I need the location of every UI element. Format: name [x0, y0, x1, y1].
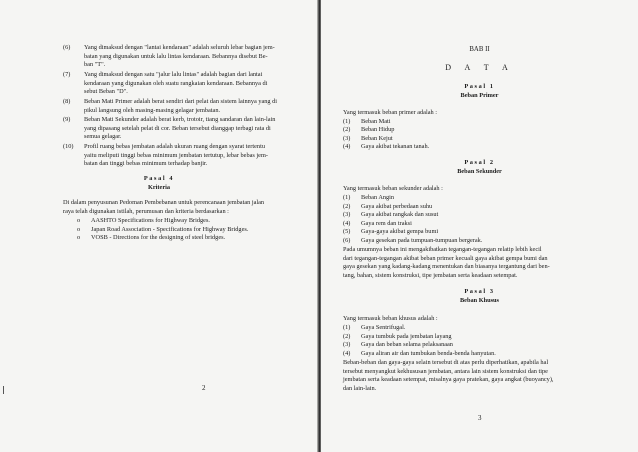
pasal-1-title: Beban Primer	[460, 92, 499, 99]
page-number-left: 2	[202, 384, 206, 392]
def-10-line-1: Profil ruang bebas jembatan adalah ukuran ruang dengan syarat tertentu	[84, 143, 265, 150]
def-10-line-2: yaitu meliputi tinggi bebas minimum jembatan tertutup, lebar bebas jem-	[84, 151, 268, 159]
reference-vosb: VOSB - Directions for the designing of steel bridges.	[91, 234, 226, 242]
reference-aashto: AASHTO Specifications for Highway Bridges.	[91, 217, 210, 224]
chapter-title: D A T A	[445, 63, 514, 72]
sekunder-para-line: Pada umumnya beban ini mengakibatkan tegangan-tegangan relatip lebih kecil	[343, 246, 542, 253]
primer-item-num: (2)	[343, 126, 351, 134]
sekunder-para-line: gaya gesekan yang kadang-kadang menentukan dan biasanya tergantung dari ben-	[343, 263, 550, 271]
khusus-item-num: (4)	[343, 349, 351, 357]
pasal-4-title: Kriteria	[147, 184, 171, 191]
kriteria-intro-line-1: Di dalam penyusunan Pedoman Pembebanan untuk perencanaan jembatan jalan	[63, 199, 265, 206]
bullet-marker: o	[77, 225, 81, 233]
def-10-line-3: batan dan tinggi bebas minimum terhadap banjir.	[84, 160, 208, 168]
margin-mark	[3, 386, 4, 394]
khusus-item-text: Gaya Sentrifugal.	[361, 324, 406, 331]
khusus-para-line: tersebut menyangkut kekhususan jembatan, antara lain sistem konstruksi dan tipe	[343, 367, 548, 375]
right-page	[321, 0, 638, 452]
sekunder-intro: Yang termasuk beban sekunder adalah :	[343, 185, 443, 192]
sekunder-para-line: tang, bahan, sistem konstruksi, tipe jembatan serta keadaan setempat.	[343, 271, 518, 279]
def-6-line-3: ban "T".	[84, 61, 106, 69]
reference-japan-road: Japan Road Association - Specifications for Highway Bridges.	[91, 225, 249, 233]
khusus-item-text: Gaya dan beban selama pelaksanaan	[361, 341, 453, 349]
primer-item-text: Beban Hidup	[361, 126, 395, 134]
def-9-line-2: yang dipasang setelah pelat di cor. Beban tersebut dianggap terbagi rata di	[84, 124, 271, 132]
kriteria-intro-line-2: raya telah digunakan istilah, perumusan dan kriteria berdasarkan :	[63, 207, 229, 215]
pasal-2-label: Pasal 2	[464, 159, 495, 166]
primer-intro: Yang termasuk beban primer adalah :	[343, 109, 437, 116]
left-page	[0, 0, 318, 452]
def-6-line-2: batan yang digunakan untuk lalu lintas kendaraan. Bebannya disebut Be-	[84, 52, 268, 60]
primer-item-text: Beban Kejut	[361, 134, 393, 142]
def-num-6: (6)	[63, 44, 71, 51]
def-num-10: (10)	[63, 143, 74, 150]
def-6-line-1: Yang dimaksud dengan "lantai kendaraan" adalah seluruh lebar bagian jem-	[84, 44, 275, 51]
def-8-line-1: Beban Mati Primer adalah berat sendiri dari pelat dan sistem lainnya yang di	[84, 98, 278, 105]
def-8-line-2: pikul langsung oleh masing-masing gelagar jembatan.	[84, 106, 221, 114]
sekunder-item-text: Gaya rem dan traksi	[361, 219, 412, 227]
khusus-item-text: Gaya aliran air dan tumbukan benda-benda hanyutan.	[361, 349, 496, 357]
khusus-item-text: Gaya tumbuk pada jembatan layang	[361, 332, 452, 340]
def-7-line-2: kendaraan yang digunakan oleh suatu rangkaian kendaraan. Bebannya di	[84, 79, 268, 87]
khusus-item-num: (1)	[343, 324, 351, 331]
sekunder-item-text: Gaya gesekan pada tumpuan-tumpuan bergerak.	[361, 237, 483, 244]
khusus-item-num: (3)	[343, 341, 351, 349]
sekunder-item-text: Beban Angin	[361, 194, 395, 201]
sekunder-item-num: (4)	[343, 219, 351, 227]
bullet-marker: o	[77, 217, 81, 224]
pasal-1-label: Pasal 1	[464, 83, 495, 90]
khusus-item-num: (2)	[343, 332, 351, 340]
bullet-marker: o	[77, 234, 81, 242]
def-7-line-1: Yang dimaksud dengan satu "jalur lalu lintas" adalah bagian dari lantai	[84, 71, 263, 78]
primer-item-num: (4)	[343, 143, 351, 151]
pasal-3-label: Pasal 3	[464, 288, 495, 295]
pasal-4-label: Pasal 4	[143, 175, 175, 182]
sekunder-item-text: Gaya akibat rangkak dan susut	[361, 211, 439, 219]
def-num-7: (7)	[63, 71, 71, 78]
sekunder-item-num: (3)	[343, 211, 351, 219]
sekunder-para-line: dari tegangan-tegangan akibat beban primer kecuali gaya akibat gempa bumi dan	[343, 254, 548, 262]
khusus-para-line: Beban-beban dan gaya-gaya selain tersebut di atas perlu diperhatikan, apabila hal	[343, 359, 549, 366]
chapter-heading: BAB II	[469, 46, 490, 53]
primer-item-num: (1)	[343, 117, 351, 125]
primer-item-num: (3)	[343, 134, 351, 142]
khusus-para-line: dan lain-lain.	[343, 384, 377, 392]
sekunder-item-num: (5)	[343, 228, 351, 236]
def-7-line-3: sebut Beban "D".	[84, 88, 128, 96]
khusus-intro: Yang termasuk beban khusus adalah :	[343, 315, 438, 322]
primer-item-text: Beban Mati	[361, 117, 391, 125]
page-number-right: 3	[478, 414, 482, 422]
def-num-8: (8)	[63, 98, 71, 105]
pasal-2-title: Beban Sekunder	[457, 168, 502, 175]
sekunder-item-text: Gaya akibat perbedaan suhu	[361, 202, 433, 210]
sekunder-item-num: (6)	[343, 237, 351, 244]
pasal-3-title: Beban Khusus	[459, 297, 500, 304]
def-num-9: (9)	[63, 116, 71, 123]
sekunder-item-num: (1)	[343, 194, 351, 201]
def-9-line-3: semua gelagar.	[84, 133, 122, 141]
sekunder-item-num: (2)	[343, 202, 351, 210]
def-9-line-1: Beban Mati Sekunder adalah berat kerb, trotoir, tiang sandaran dan lain-lain	[84, 116, 276, 123]
khusus-para-line: jembatan serta keadaan setempat, misalnya gaya pratekan, gaya angkat (buoyancy),	[343, 376, 554, 384]
sekunder-item-text: Gaya-gaya akibat gempa bumi	[361, 228, 439, 236]
primer-item-text: Gaya akibat tekanan tanah.	[361, 143, 430, 151]
